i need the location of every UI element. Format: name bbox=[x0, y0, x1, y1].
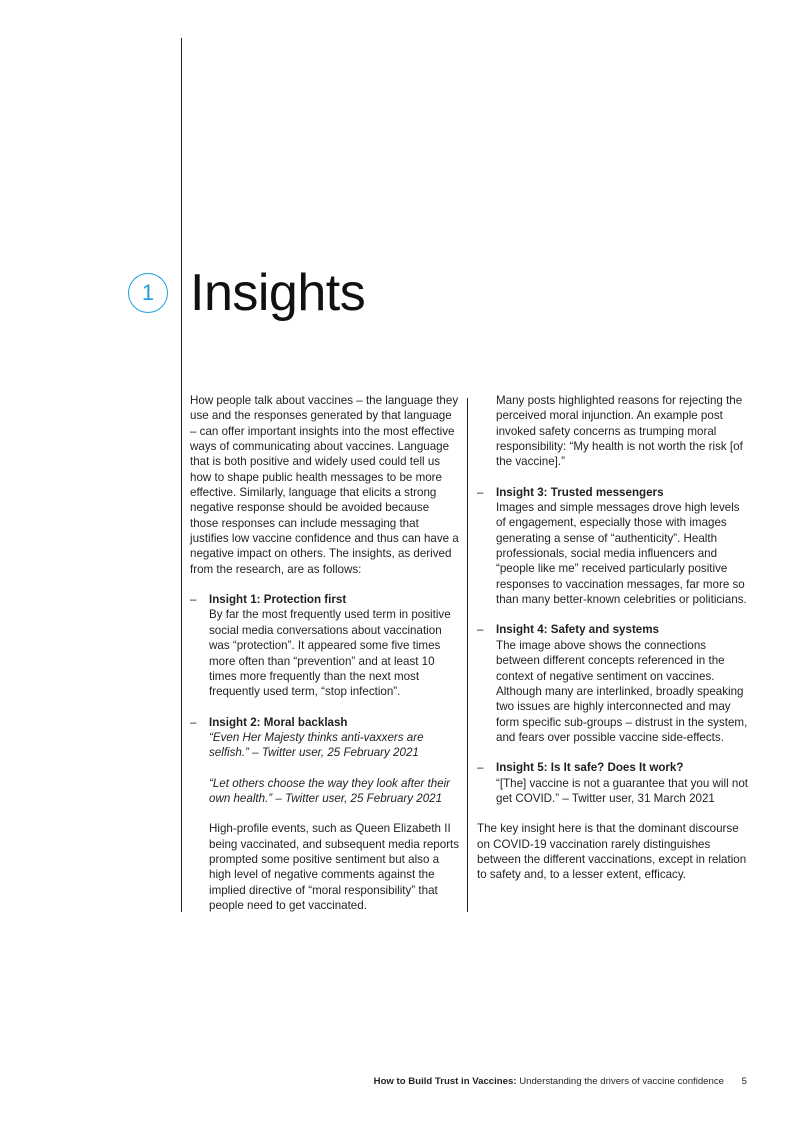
right-column bbox=[477, 393, 752, 883]
list-dash: – bbox=[190, 715, 197, 729]
footer-subtitle: Understanding the drivers of vaccine confidence bbox=[519, 1076, 724, 1087]
insight-body: The image above shows the connections between different concepts referenced in the context of negative sentiment on vaccines. Although many are interlinked, broadly speaking two issues are highly interconnected and may form specific sub-groups – distrust in the system, and fears over possible vaccine side-effects. bbox=[496, 638, 748, 744]
insight-1 bbox=[190, 592, 460, 699]
insight-2-continued: Many posts highlighted reasons for rejecting the perceived moral injunction. An example post invoked safety concerns as trumping moral responsibility: “My health is not worth the risk [of the vaccine].” bbox=[496, 394, 743, 469]
insight-2 bbox=[190, 715, 460, 914]
section-number-badge: 1 bbox=[128, 273, 168, 313]
page-number: 5 bbox=[741, 1076, 747, 1087]
list-dash: – bbox=[477, 761, 484, 775]
list-dash: – bbox=[477, 623, 484, 637]
insight-4 bbox=[477, 622, 752, 745]
insight-body: “[The] vaccine is not a guarantee that you will not get COVID.” – Twitter user, 31 March 2021 bbox=[496, 776, 748, 805]
insight-heading: Insight 2: Moral backlash bbox=[209, 715, 348, 729]
insight-heading: Insight 4: Safety and systems bbox=[496, 623, 660, 637]
insight-3 bbox=[477, 485, 752, 608]
insight-heading: Insight 1: Protection first bbox=[209, 593, 347, 607]
quote: “Even Her Majesty thinks anti-vaxxers are selfish.” – Twitter user, 25 February 2021 bbox=[209, 730, 424, 760]
quote: “Let others choose the way they look after their own health.” – Twitter user, 25 February 2021 bbox=[209, 776, 451, 805]
insight-5 bbox=[477, 760, 752, 806]
list-dash: – bbox=[190, 593, 197, 607]
page-footer bbox=[374, 1076, 747, 1087]
column-divider bbox=[467, 398, 468, 912]
list-dash: – bbox=[477, 485, 484, 499]
footer-doc-title: How to Build Trust in Vaccines: bbox=[373, 1076, 517, 1087]
left-column bbox=[190, 393, 460, 913]
insight-body: High-profile events, such as Queen Elizabeth II being vaccinated, and subsequent media reports prompted some positive sentiment but also a high level of negative comments against the implied directive of “moral responsibility” that people need to get vaccinated. bbox=[209, 822, 460, 912]
intro-paragraph: How people talk about vaccines – the language they use and the responses generated by that language – can offer important insights into the most effective ways of communicating about vaccines. Language that is both positive and widely used could tell us how to shape public health messages to be more effective. Similarly, language that elicits a strong negative response should be avoided because those responses can include messaging that justifies low vaccine confidence and thus can have a negative impact on others. The insights, as derived from the research, are as follows: bbox=[190, 394, 459, 576]
conclusion-paragraph: The key insight here is that the dominant discourse on COVID-19 vaccination rarely distinguishes between the different vaccinations, except in relation to safety and, to a lesser extent, efficacy. bbox=[477, 822, 747, 882]
insight-body: By far the most frequently used term in positive social media conversations about vaccination was “protection”. It appeared some five times more often than “prevention” and at least 10 times more frequently than the next most frequently used term, “stop infection”. bbox=[209, 608, 451, 699]
section-rule bbox=[181, 38, 182, 912]
insight-body: Images and simple messages drove high levels of engagement, especially those with images generating a sense of “authenticity”. Health professionals, social media influencers and “people like me” received particularly positive responses to vaccination messages, far more so than many better-known celebrities or politicians. bbox=[496, 501, 747, 607]
page-title: Insights bbox=[190, 264, 366, 322]
insight-heading: Insight 3: Trusted messengers bbox=[496, 485, 664, 499]
insight-heading: Insight 5: Is It safe? Does It work? bbox=[496, 761, 684, 775]
